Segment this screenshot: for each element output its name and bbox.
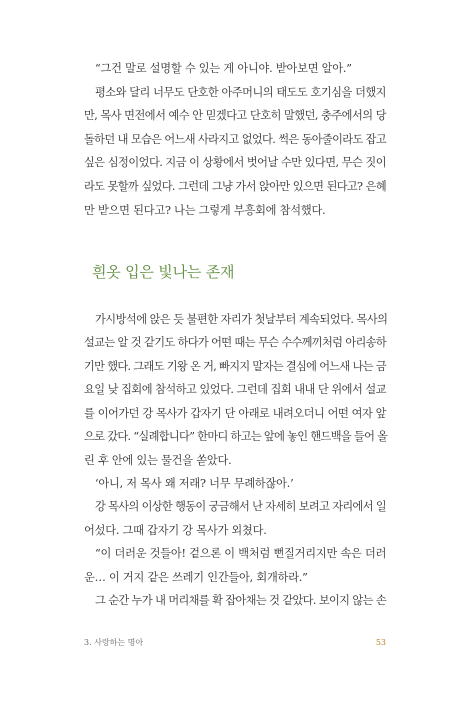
text-line: “이 더러운 것들아! 겉으론 이 백처럼 뻔질거리지만 속은 더러 (95, 547, 387, 560)
text-line: 라도 못할까 싶었다. 그런데 그냥 가서 앉아만 있으면 된다고? 은혜 (84, 180, 386, 193)
text-line: 강 목사의 이상한 행동이 궁금해서 난 자세히 보려고 자리에서 일 (95, 500, 386, 513)
text-line: 운… 이 거지 같은 쓰레기 인간들아, 회개하라.” (84, 571, 308, 584)
page-number: 53 (375, 638, 386, 647)
text-line: 가시방석에 앉은 듯 불편한 자리가 첫날부터 계속되었다. 목사의 (95, 313, 388, 326)
text-line: 만 받으면 된다고? 나는 그렇게 부흥회에 참석했다. (84, 204, 326, 217)
text-line: 싶은 심정이었다. 지금 이 상황에서 벗어날 수만 있다면, 무슨 짓이 (84, 156, 386, 169)
text-line: 설교는 알 것 같기도 하다가 어떤 때는 무슨 수수께끼처럼 아리송하 (84, 336, 386, 349)
text-line: 요일 낮 집회에 참석하고 있었다. 그런데 집회 내내 단 위에서 설교 (84, 383, 386, 396)
text-line: 평소와 달리 너무도 단호한 아주머니의 태도도 호기심을 더했지 (95, 86, 386, 99)
text-line: 으로 갔다. “실례합니다” 한마디 하고는 앞에 놓인 핸드백을 들어 올 (84, 430, 388, 443)
text-line: 돌하던 내 모습은 어느새 사라지고 없었다. 썩은 동아줄이라도 잡고 (84, 133, 386, 146)
footer-chapter-title: 3. 사랑하는 명아 (84, 638, 144, 647)
text-line: “그건 말로 설명할 수 있는 게 아니야. 받아보면 알아.” (95, 62, 352, 75)
section-heading: 흰옷 입은 빛나는 존재 (92, 263, 235, 281)
text-line: 린 후 안에 있는 물건을 쏟았다. (84, 454, 232, 467)
text-line: 를 이어가던 강 목사가 갑자기 단 아래로 내려오더니 어떤 여자 앞 (84, 407, 386, 420)
text-line: ‘아니, 저 목사 왜 저래? 너무 무례하잖아.’ (95, 477, 294, 490)
text-line: 만, 목사 면전에서 예수 안 믿겠다고 단호히 말했던, 충주에서의 당 (84, 109, 386, 122)
text-line: 기만 했다. 그래도 기왕 온 거, 빠지지 말자는 결심에 어느새 나는 금 (84, 360, 386, 373)
text-line: 어섰다. 그때 갑자기 강 목사가 외쳤다. (84, 524, 267, 537)
text-line: 그 순간 누가 내 머리채를 확 잡아채는 것 같았다. 보이지 않는 손 (95, 594, 386, 607)
